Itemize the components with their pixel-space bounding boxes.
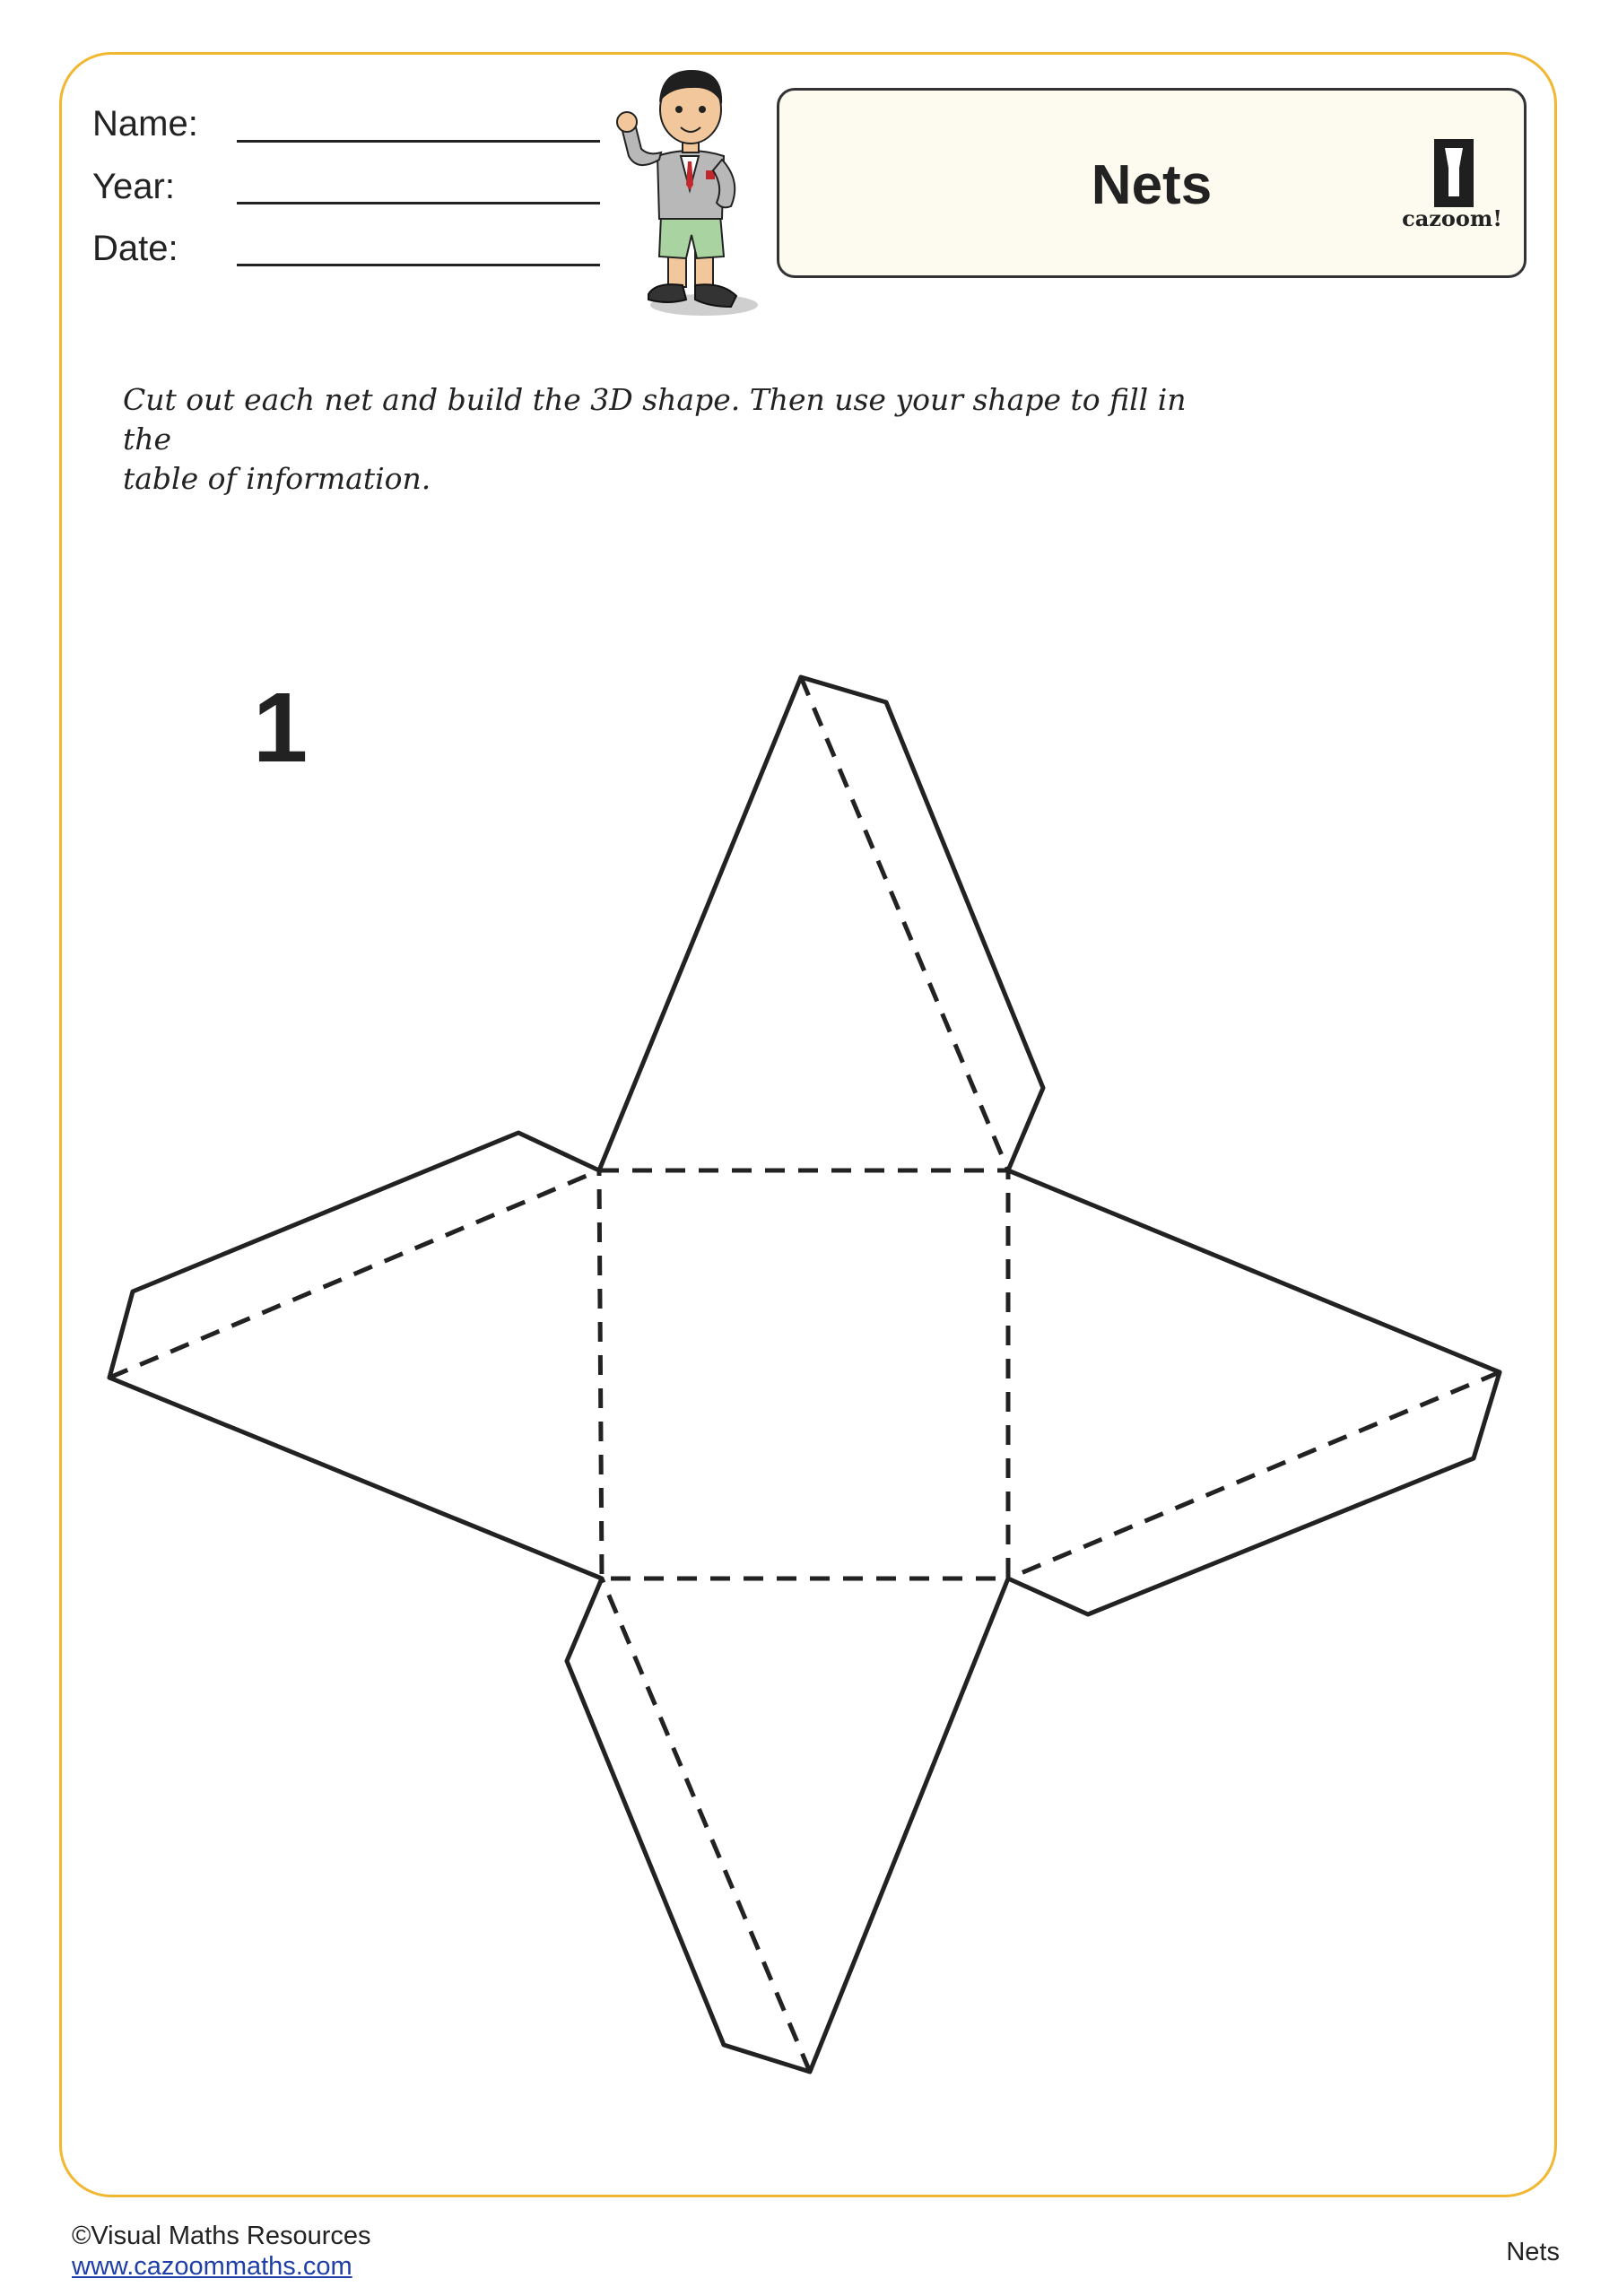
- footer-website-link[interactable]: www.cazoommaths.com: [72, 2252, 352, 2281]
- instructions-line-1: Cut out each net and build the 3D shape. Then use your shape to fill in the: [123, 382, 1187, 457]
- cazoom-logo-text: cazoom!: [1402, 205, 1502, 231]
- net-outline: [109, 677, 1500, 2072]
- question-number: 1: [253, 673, 309, 783]
- worksheet-title: Nets: [1091, 154, 1213, 216]
- footer-page-title: Nets: [1506, 2238, 1560, 2266]
- name-label: Name:: [92, 104, 198, 144]
- year-label: Year:: [92, 167, 175, 206]
- instructions-line-2: table of information.: [123, 461, 431, 496]
- date-label: Date:: [92, 229, 178, 268]
- footer-copyright: ©Visual Maths Resources: [72, 2222, 371, 2250]
- net-base-square: [599, 1170, 1008, 1578]
